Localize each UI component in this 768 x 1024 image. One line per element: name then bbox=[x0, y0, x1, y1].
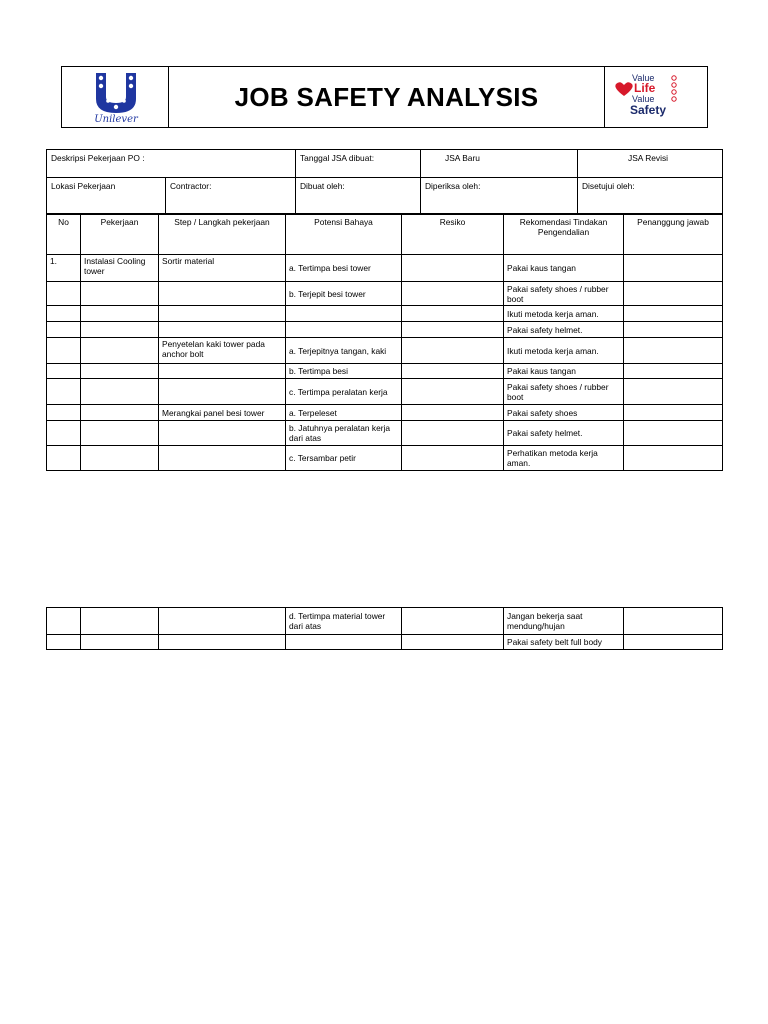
cell-rekomendasi: Pakai kaus tangan bbox=[504, 364, 624, 379]
cell-resiko bbox=[402, 608, 504, 635]
cell-resiko bbox=[402, 379, 504, 405]
cell-bahaya: d. Tertimpa material tower dari atas bbox=[286, 608, 402, 635]
table-row bbox=[47, 322, 723, 338]
contractor-field[interactable]: Contractor: bbox=[166, 178, 296, 215]
cell-pj bbox=[624, 306, 723, 322]
cell-no bbox=[47, 446, 81, 471]
header-box bbox=[61, 66, 708, 128]
cell-pekerjaan bbox=[81, 608, 159, 635]
dibuat-field[interactable]: Dibuat oleh: bbox=[296, 178, 421, 215]
cell-rekomendasi: Pakai safety shoes / rubber boot bbox=[504, 379, 624, 405]
cell-no bbox=[47, 306, 81, 322]
table-row bbox=[47, 405, 723, 421]
jsa-revisi-field[interactable]: JSA Revisi bbox=[578, 150, 723, 178]
cell-resiko bbox=[402, 255, 504, 282]
cell-rekomendasi: Pakai safety shoes / rubber boot bbox=[504, 282, 624, 306]
table-row bbox=[47, 608, 723, 635]
cell-rekomendasi: Pakai safety belt full body bbox=[504, 635, 624, 650]
cell-no bbox=[47, 608, 81, 635]
cell-rekomendasi: Ikuti metoda kerja aman. bbox=[504, 338, 624, 364]
cell-bahaya: a. Terjepitnya tangan, kaki bbox=[286, 338, 402, 364]
cell-step: Sortir material bbox=[159, 255, 286, 282]
column-header: No bbox=[47, 214, 81, 255]
cell-resiko bbox=[402, 338, 504, 364]
cell-bahaya: c. Tertimpa peralatan kerja bbox=[286, 379, 402, 405]
cell-resiko bbox=[402, 446, 504, 471]
cell-no bbox=[47, 421, 81, 446]
unilever-logo-text: Unilever bbox=[94, 114, 138, 125]
cell-bahaya: b. Terjepit besi tower bbox=[286, 282, 402, 306]
cell-pekerjaan bbox=[81, 364, 159, 379]
table-row bbox=[47, 421, 723, 446]
value-safety-logo-icon bbox=[610, 69, 704, 125]
value-safety-logo-text: Value bbox=[632, 73, 655, 83]
cell-resiko bbox=[402, 635, 504, 650]
cell-no: 1. bbox=[47, 255, 81, 282]
cell-step: Merangkai panel besi tower bbox=[159, 405, 286, 421]
lokasi-field[interactable]: Lokasi Pekerjaan bbox=[47, 178, 166, 215]
cell-pekerjaan bbox=[81, 282, 159, 306]
cell-pekerjaan bbox=[81, 421, 159, 446]
cell-pj bbox=[624, 282, 723, 306]
cell-resiko bbox=[402, 421, 504, 446]
cell-rekomendasi: Pakai safety shoes bbox=[504, 405, 624, 421]
cell-resiko bbox=[402, 322, 504, 338]
cell-pj bbox=[624, 635, 723, 650]
deskripsi-field[interactable]: Deskripsi Pekerjaan PO : bbox=[47, 150, 296, 178]
cell-step bbox=[159, 421, 286, 446]
column-header: Step / Langkah pekerjaan bbox=[159, 214, 286, 255]
table-row bbox=[47, 282, 723, 306]
cell-bahaya: c. Tersambar petir bbox=[286, 446, 402, 471]
cell-pj bbox=[624, 421, 723, 446]
column-header: Resiko bbox=[402, 214, 504, 255]
cell-bahaya bbox=[286, 322, 402, 338]
tanggal-field[interactable]: Tanggal JSA dibuat: bbox=[296, 150, 421, 178]
table-header-row bbox=[47, 214, 723, 255]
header-divider bbox=[604, 67, 605, 127]
cell-no bbox=[47, 405, 81, 421]
cell-pj bbox=[624, 446, 723, 471]
cell-rekomendasi: Pakai safety helmet. bbox=[504, 322, 624, 338]
cell-bahaya: b. Jatuhnya peralatan kerja dari atas bbox=[286, 421, 402, 446]
cell-no bbox=[47, 379, 81, 405]
cell-step bbox=[159, 446, 286, 471]
cell-pj bbox=[624, 338, 723, 364]
cell-pekerjaan bbox=[81, 405, 159, 421]
cell-step bbox=[159, 306, 286, 322]
table-row bbox=[47, 306, 723, 322]
column-header: Potensi Bahaya bbox=[286, 214, 402, 255]
table-row bbox=[47, 446, 723, 471]
column-header: Penanggung jawab bbox=[624, 214, 723, 255]
cell-step bbox=[159, 608, 286, 635]
table-row bbox=[47, 635, 723, 650]
cell-no bbox=[47, 635, 81, 650]
table-row bbox=[47, 379, 723, 405]
cell-bahaya: a. Tertimpa besi tower bbox=[286, 255, 402, 282]
cell-pekerjaan bbox=[81, 322, 159, 338]
jsa-baru-field[interactable]: JSA Baru bbox=[421, 150, 578, 178]
value-safety-logo-text: Life bbox=[634, 81, 656, 95]
diperiksa-field[interactable]: Diperiksa oleh: bbox=[421, 178, 578, 215]
cell-rekomendasi: Pakai safety helmet. bbox=[504, 421, 624, 446]
cell-no bbox=[47, 338, 81, 364]
cell-resiko bbox=[402, 306, 504, 322]
cell-no bbox=[47, 282, 81, 306]
value-safety-logo-text: Safety bbox=[630, 103, 667, 117]
cell-step bbox=[159, 379, 286, 405]
cell-rekomendasi: Pakai kaus tangan bbox=[504, 255, 624, 282]
cell-bahaya: b. Tertimpa besi bbox=[286, 364, 402, 379]
disetujui-field[interactable]: Disetujui oleh: bbox=[578, 178, 723, 215]
cell-step bbox=[159, 322, 286, 338]
cell-bahaya bbox=[286, 306, 402, 322]
cell-pekerjaan bbox=[81, 446, 159, 471]
cell-step bbox=[159, 364, 286, 379]
value-safety-logo-text: Value bbox=[632, 94, 655, 104]
jsa-table-continued bbox=[46, 607, 723, 650]
table-row bbox=[47, 364, 723, 379]
cell-bahaya bbox=[286, 635, 402, 650]
cell-resiko bbox=[402, 282, 504, 306]
cell-no bbox=[47, 322, 81, 338]
jsa-table bbox=[46, 213, 723, 471]
cell-pekerjaan bbox=[81, 635, 159, 650]
cell-step bbox=[159, 635, 286, 650]
cell-pj bbox=[624, 405, 723, 421]
column-header: Rekomendasi Tindakan Pengendalian bbox=[504, 214, 624, 255]
cell-step bbox=[159, 282, 286, 306]
cell-pekerjaan bbox=[81, 379, 159, 405]
unilever-logo-icon bbox=[72, 69, 160, 125]
cell-step: Penyetelan kaki tower pada anchor bolt bbox=[159, 338, 286, 364]
cell-rekomendasi: Perhatikan metoda kerja aman. bbox=[504, 446, 624, 471]
cell-rekomendasi: Ikuti metoda kerja aman. bbox=[504, 306, 624, 322]
table-row bbox=[47, 338, 723, 364]
cell-resiko bbox=[402, 364, 504, 379]
cell-pj bbox=[624, 364, 723, 379]
cell-pekerjaan bbox=[81, 306, 159, 322]
cell-pekerjaan bbox=[81, 338, 159, 364]
page-title: JOB SAFETY ANALYSIS bbox=[234, 81, 539, 112]
cell-pj bbox=[624, 379, 723, 405]
info-table bbox=[46, 149, 723, 215]
cell-rekomendasi: Jangan bekerja saat mendung/hujan bbox=[504, 608, 624, 635]
cell-resiko bbox=[402, 405, 504, 421]
column-header: Pekerjaan bbox=[81, 214, 159, 255]
cell-no bbox=[47, 364, 81, 379]
cell-bahaya: a. Terpeleset bbox=[286, 405, 402, 421]
cell-pj bbox=[624, 255, 723, 282]
cell-pj bbox=[624, 322, 723, 338]
table-row bbox=[47, 255, 723, 282]
cell-pekerjaan: Instalasi Cooling tower bbox=[81, 255, 159, 282]
cell-pj bbox=[624, 608, 723, 635]
